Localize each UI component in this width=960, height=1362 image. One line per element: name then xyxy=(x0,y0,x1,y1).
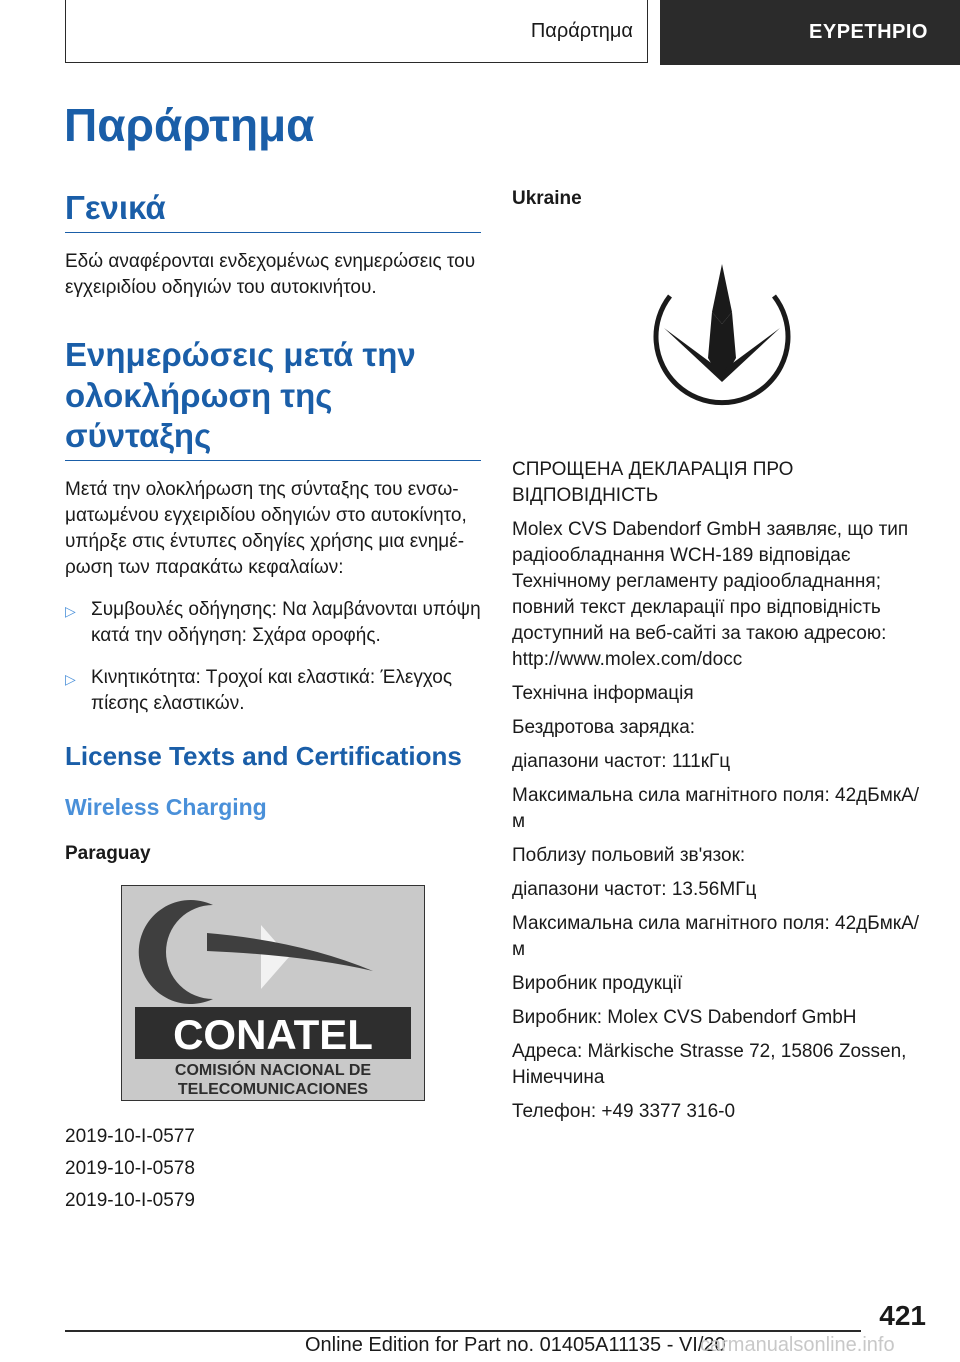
page-title: Παράρτημα xyxy=(64,99,315,151)
declaration-paragraph: діапазони частот: 13.56МГц xyxy=(512,879,757,900)
cert-number: 2019-10-I-0577 xyxy=(65,1126,195,1148)
edition-text: Online Edition for Part no. 01405A11135 - VI/20 xyxy=(305,1334,726,1356)
updates-heading: Ενημερώσεις μετά την ολοκλήρωση της σύνταξης xyxy=(65,335,481,461)
watermark: carmanualsonline.info xyxy=(700,1334,895,1356)
tab-index[interactable]: ΕΥΡΕΤΗΡΙΟ xyxy=(660,0,960,65)
ukraine-heading: Ukraine xyxy=(512,188,582,209)
bullet-text: Κινητικότητα: Τροχοί και ελαστικά: Έλεγχος πίεσης ελαστικών. xyxy=(91,667,452,714)
conatel-line2: TELECOMUNICACIONES xyxy=(177,1081,369,1099)
list-item xyxy=(65,665,481,717)
declaration-paragraph: СПРОЩЕНА ДЕКЛАРАЦІЯ ПРО ВІДПОВІДНІСТЬ xyxy=(512,459,794,506)
declaration-paragraph: Поблизу польовий зв'язок: xyxy=(512,845,746,866)
ukraine-conformity-mark xyxy=(638,244,806,412)
conatel-logo xyxy=(121,885,425,1101)
declaration-paragraph: Телефон: +49 3377 316-0 xyxy=(512,1101,736,1122)
left-column xyxy=(65,188,481,1214)
declaration-paragraph: Molex CVS Dabendorf GmbH заявляє, що тип радіообладнання WCH-189 відповідає Технічному регламенту радіообладнання; повний текст декларації про відповідність доступний на веб-сайті за такою адресою: http://www.molex.com/docc xyxy=(512,519,909,670)
declaration-paragraph: Технічна інформація xyxy=(512,683,694,704)
tab-appendix[interactable]: Παράρτημα xyxy=(65,0,648,63)
update-list xyxy=(65,597,481,717)
updates-text: Μετά την ολοκλήρωση της σύνταξης του ενσωματωμένου εγχειριδίου οδηγιών στο αυτοκίνητο, υπήρξε στις έντυπες οδηγίες χρήσης μια ενημέρωση των παρακάτω κεφαλαίων: xyxy=(65,479,467,578)
declaration-paragraph: Виробник: Molex CVS Dabendorf GmbH xyxy=(512,1007,857,1028)
general-text: Εδώ αναφέρονται ενδεχομένως ενημερώσεις του εγχειριδίου οδηγιών του αυτοκινήτου. xyxy=(65,251,476,299)
bullet-text: Συμβουλές οδήγησης: Να λαμβάνονται υπόψη κατά την οδήγηση: Σχάρα οροφής. xyxy=(91,599,481,646)
paraguay-heading: Paraguay xyxy=(65,843,151,865)
cert-number: 2019-10-I-0578 xyxy=(65,1158,195,1180)
page-number: 421 xyxy=(879,1300,926,1331)
triangle-bullet-icon: ▷ xyxy=(65,603,76,619)
cert-number: 2019-10-I-0579 xyxy=(65,1190,195,1212)
declaration-paragraph: діапазони частот: 111кГц xyxy=(512,751,731,772)
header-tabs xyxy=(65,0,960,65)
declaration-paragraph: Максимальна сила магнітного поля: 42дБмкА/м xyxy=(512,785,920,832)
list-item xyxy=(65,597,481,649)
declaration-paragraph: Бездротова зарядка: xyxy=(512,717,696,738)
conatel-brand: CONATEL xyxy=(173,1011,373,1059)
declaration-paragraph: Виробник продукції xyxy=(512,973,683,994)
declaration-paragraph: Адреса: Märkische Strasse 72, 15806 Zossen, Німеччина xyxy=(512,1041,907,1088)
declaration-paragraph: Максимальна сила магнітного поля: 42дБмкА/м xyxy=(512,913,920,960)
license-heading: License Texts and Certifications xyxy=(65,741,462,771)
triangle-bullet-icon: ▷ xyxy=(65,671,76,687)
conatel-line1: COMISIÓN NACIONAL DE xyxy=(174,1062,372,1080)
ukraine-declaration xyxy=(512,457,932,1125)
general-heading: Γενικά xyxy=(65,188,481,233)
right-column xyxy=(512,188,932,1133)
wireless-heading: Wireless Charging xyxy=(65,794,267,821)
footer-divider xyxy=(65,1330,861,1332)
